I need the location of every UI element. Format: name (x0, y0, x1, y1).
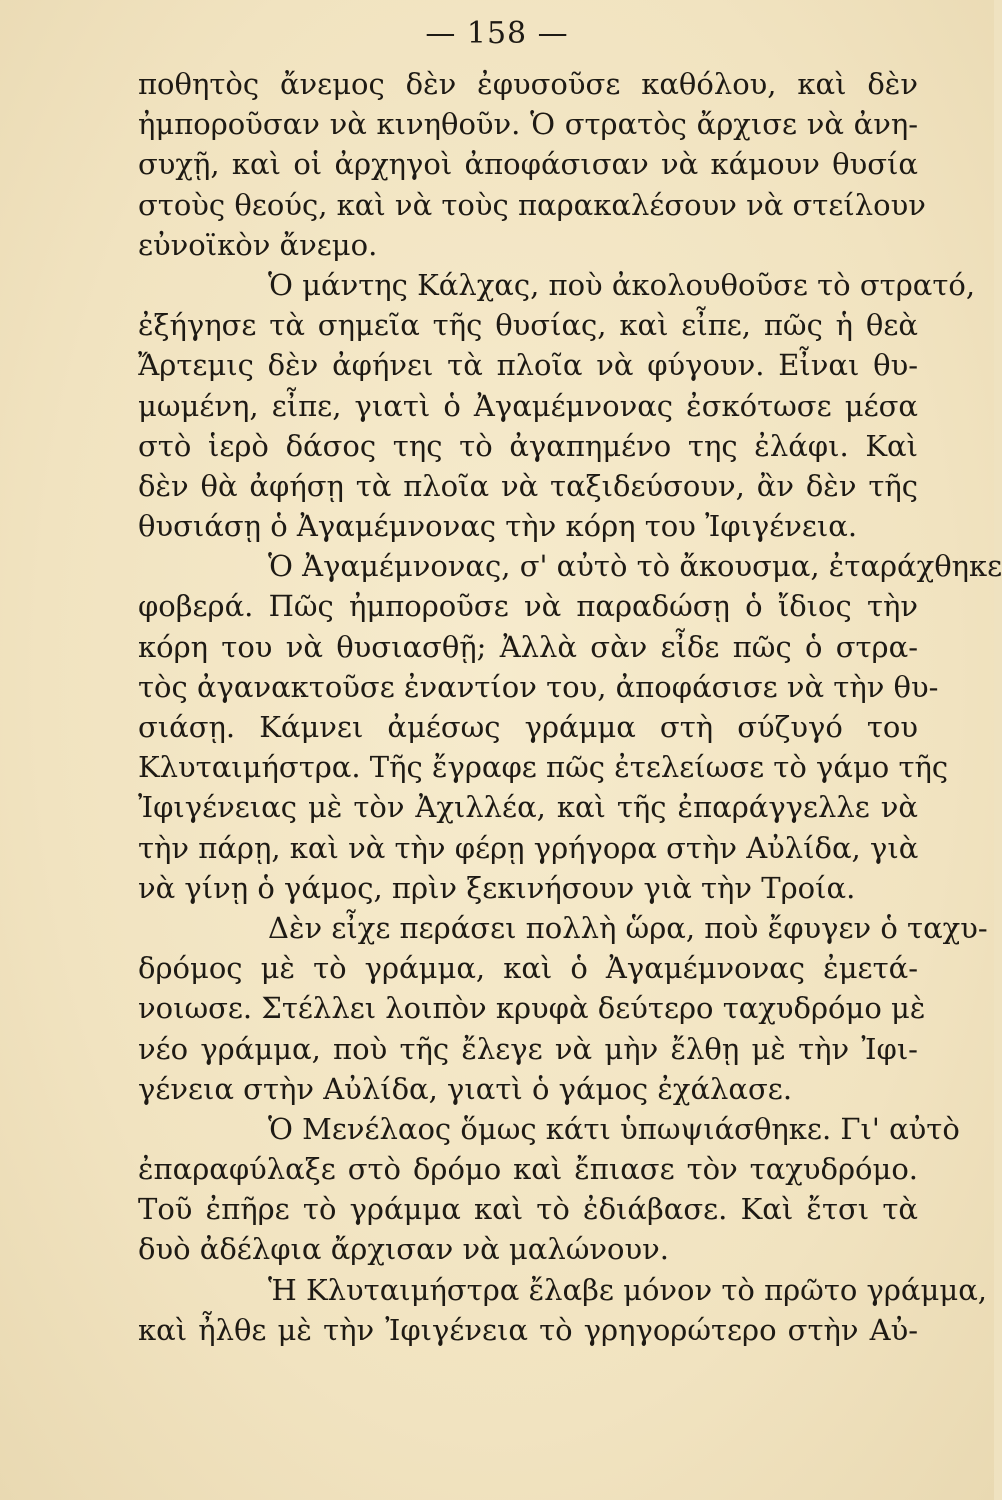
text-line: σιάσῃ. Κάμνει ἀμέσως γράμμα στὴ σύζυγό του (138, 710, 918, 744)
text-line: Ἰφιγένειας μὲ τὸν Ἀχιλλέα, καὶ τῆς ἐπαράγγελλε νὰ (138, 790, 918, 825)
text-line: ποθητὸς ἄνεμος δὲν ἐφυσοῦσε καθόλου, καὶ δὲν (138, 67, 918, 101)
text-line: μωμένη, εἶπε, γιατὶ ὁ Ἀγαμέμνονας ἐσκότωσε μέσα (138, 388, 918, 423)
text-line: εὐνοϊκὸν ἄνεμο. (138, 227, 378, 262)
text-line: Κλυταιμήστρα. Τῆς ἔγραφε πῶς ἐτελείωσε τὸ γάμο τῆς (138, 750, 949, 785)
text-line: ἐξήγησε τὰ σημεῖα τῆς θυσίας, καὶ εἶπε, πῶς ἡ θεὰ (138, 308, 918, 343)
text-line: θυσιάσῃ ὁ Ἀγαμέμνονας τὴν κόρη του Ἰφιγένεια. (138, 509, 858, 544)
text-line: τὸς ἀγανακτοῦσε ἐναντίον του, ἀποφάσισε νὰ τὴν θυ- (138, 669, 939, 704)
text-line: γένεια στὴν Αὐλίδα, γιατὶ ὁ γάμος ἐχάλασε. (138, 1071, 793, 1106)
text-line: στοὺς θεούς, καὶ νὰ τοὺς παρακαλέσουν νὰ στείλουν (138, 187, 926, 222)
text-line: νοιωσε. Στέλλει λοιπὸν κρυφὰ δεύτερο ταχυδρόμο μὲ (138, 991, 926, 1026)
text-line: Δὲν εἶχε περάσει πολλὴ ὥρα, ποὺ ἔφυγεν ὁ ταχυ- (268, 910, 988, 945)
text-line: φοβερά. Πῶς ἠμποροῦσε νὰ παραδώσῃ ὁ ἴδιος τὴν (138, 589, 918, 624)
text-line: Τοῦ ἐπῆρε τὸ γράμμα καὶ τὸ ἐδιάβασε. Καὶ ἔτσι τὰ (138, 1192, 918, 1227)
text-line: στὸ ἱερὸ δάσος της τὸ ἀγαπημένο της ἐλάφι. Καὶ (138, 428, 918, 463)
text-line: καὶ ἦλθε μὲ τὴν Ἰφιγένεια τὸ γρηγορώτερο στὴν Αὐ- (138, 1312, 918, 1347)
text-line: νέο γράμμα, ποὺ τῆς ἔλεγε νὰ μὴν ἔλθῃ μὲ τὴν Ἰφι- (138, 1031, 918, 1066)
text-line: Ὁ Μενέλαος ὅμως κάτι ὑπωψιάσθηκε. Γι' αὐτὸ (268, 1111, 960, 1146)
text-line: συχῇ, καὶ οἱ ἀρχηγοὶ ἀποφάσισαν νὰ κάμουν θυσία (138, 147, 918, 182)
text-line: Ὁ Ἀγαμέμνονας, σ' αὐτὸ τὸ ἄκουσμα, ἐταράχθηκε (268, 549, 1002, 584)
text-line: νὰ γίνῃ ὁ γάμος, πρὶν ξεκινήσουν γιὰ τὴν Τροία. (138, 870, 856, 905)
text-line: Ὁ μάντης Κάλχας, ποὺ ἀκολουθοῦσε τὸ στρατό, (268, 267, 976, 302)
text-line: Ἡ Κλυταιμήστρα ἔλαβε μόνον τὸ πρῶτο γράμμα, (268, 1272, 988, 1307)
text-line: δὲν θὰ ἀφήσῃ τὰ πλοῖα νὰ ταξιδεύσουν, ἂν δὲν τῆς (138, 468, 918, 503)
page-number: — 158 — (425, 16, 569, 51)
text-line: τὴν πάρῃ, καὶ νὰ τὴν φέρῃ γρήγορα στὴν Αὐλίδα, γιὰ (138, 830, 919, 865)
text-line: ἠμποροῦσαν νὰ κινηθοῦν. Ὁ στρατὸς ἄρχισε νὰ ἀνη- (138, 107, 918, 142)
text-line: ἐπαραφύλαξε στὸ δρόμο καὶ ἔπιασε τὸν ταχυδρόμο. (138, 1152, 918, 1187)
text-line: κόρη του νὰ θυσιασθῇ; Ἀλλὰ σὰν εἶδε πῶς ὁ στρα- (138, 629, 918, 664)
text-line: Ἄρτεμις δὲν ἀφήνει τὰ πλοῖα νὰ φύγουν. Εἶναι θυ- (138, 348, 918, 383)
text-line: δρόμος μὲ τὸ γράμμα, καὶ ὁ Ἀγαμέμνονας ἐμετά- (138, 951, 918, 986)
body-text (138, 64, 1002, 1350)
text-line: δυὸ ἀδέλφια ἄρχισαν νὰ μαλώνουν. (138, 1232, 669, 1267)
